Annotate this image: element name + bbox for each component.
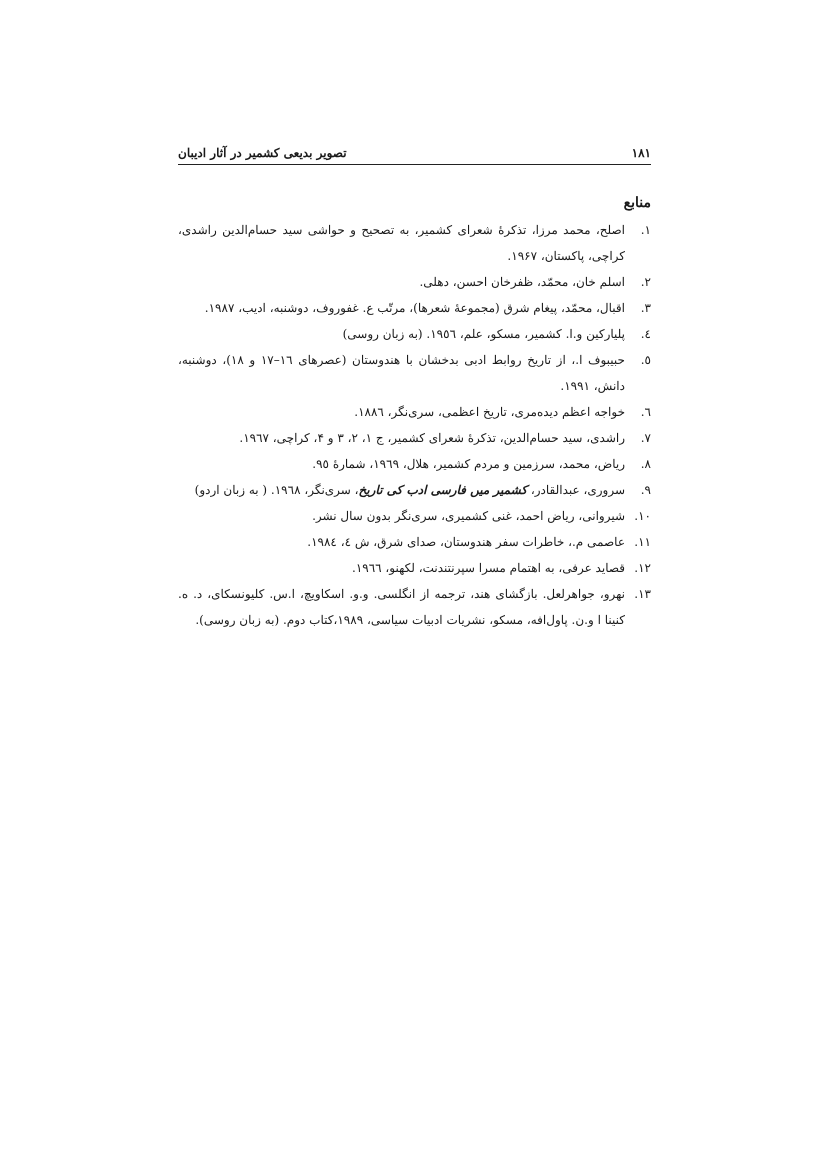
- reference-number: ١٠.: [634, 509, 651, 523]
- reference-item: [178, 581, 651, 633]
- reference-number: ٧.: [640, 431, 651, 445]
- reference-text: عاصمی م.، خاطرات سفر هندوستان، صدای شرق، ش ٤، ١٩٨٤.: [307, 535, 625, 549]
- references-list: [178, 217, 651, 633]
- reference-number: ١١.: [634, 535, 651, 549]
- running-title: تصویر بدیعی کشمیر در آثار ادیبان: [178, 146, 347, 160]
- reference-text: نهرو، جواهرلعل. بازگشای هند، ترجمه از انگلسی. و.و. اسکاویچ، ا.س. کلیونسکای، د. ه. کنینا ا و.ن. پاول‌افه، مسکو، نشریات ادبیات سیاسی، ١٩٨٩،کتاب دوم. (به زبان روسی).: [178, 587, 625, 627]
- reference-text: اصلح، محمد مرزا، تذکرهٔ شعرای کشمیر، به تصحیح و حواشی سید حسام‌الدین راشدی، کراچی، پاکستان، ۱۹۶۷.: [178, 223, 625, 263]
- reference-text: راشدی، سید حسام‌الدین، تذکرهٔ شعرای کشمیر، ج ١، ٢، ٣ و ۴، کراچی، ١٩٦٧.: [239, 431, 625, 445]
- reference-item: [178, 529, 651, 555]
- reference-number: ١٣.: [634, 587, 651, 601]
- page: [178, 140, 651, 633]
- reference-text: اسلم خان، محمّد، ظفرخان احسن، دهلی.: [419, 275, 625, 289]
- reference-number: ٦.: [640, 405, 651, 419]
- reference-item: [178, 451, 651, 477]
- reference-text: اقبال، محمّد، پیغام شرق (مجموعهٔ شعرها)، مرتّب ع. غفوروف، دوشنبه، ادیب، ۱۹۸۷.: [204, 301, 625, 315]
- reference-text-after: ، سری‌نگر، ١٩٦٨. ( به زبان اردو): [194, 483, 359, 497]
- reference-number: ١٢.: [634, 561, 651, 575]
- reference-item: [178, 217, 651, 269]
- section-title: منابع: [623, 195, 651, 211]
- reference-item: [178, 399, 651, 425]
- reference-number: ٩.: [640, 483, 651, 497]
- reference-item: [178, 269, 651, 295]
- reference-item: [178, 477, 651, 503]
- reference-number: ٥.: [640, 353, 651, 367]
- reference-text: پلیارکین و.ا. کشمیر، مسکو، علم، ۱۹٥٦. (به زبان روسی): [342, 327, 625, 341]
- running-header: [178, 140, 651, 165]
- reference-text: [178, 477, 625, 503]
- reference-number: ٤.: [640, 327, 651, 341]
- reference-text: حبیبوف ا.، از تاریخ روابط ادبی بدخشان با هندوستان (عصرهای ١٦–١٧ و ١٨)، دوشنبه، دانش، ١٩٩١.: [178, 353, 625, 393]
- reference-item: [178, 555, 651, 581]
- reference-book-title: کشمیر میں فارسی ادب کی تاریخ: [358, 483, 528, 497]
- reference-number: ۳.: [640, 301, 651, 315]
- reference-number: ۲.: [640, 275, 651, 289]
- reference-item: [178, 321, 651, 347]
- reference-item: [178, 503, 651, 529]
- reference-text: ریاض، محمد، سرزمین و مردم کشمیر، هلال، ١٩٦٩، شمارهٔ ٩٥.: [312, 457, 625, 471]
- reference-item: [178, 425, 651, 451]
- reference-item: [178, 295, 651, 321]
- reference-text-before: سروری، عبدالقادر،: [527, 483, 625, 497]
- reference-text: شیروانی، ریاض احمد، غنی کشمیری، سری‌نگر بدون سال نشر.: [312, 509, 625, 523]
- reference-item: [178, 347, 651, 399]
- reference-number: ۱.: [640, 223, 651, 237]
- reference-text: قصاید عرفی، به اهتمام مسرا سپرنتندنت، لکهنو، ١٩٦٦.: [352, 561, 625, 575]
- page-number: ۱۸۱: [631, 146, 651, 160]
- reference-number: ٨.: [640, 457, 651, 471]
- reference-text: خواجه اعظم دیده‌مری، تاریخ اعظمی، سری‌نگر، ۱۸۸٦.: [354, 405, 625, 419]
